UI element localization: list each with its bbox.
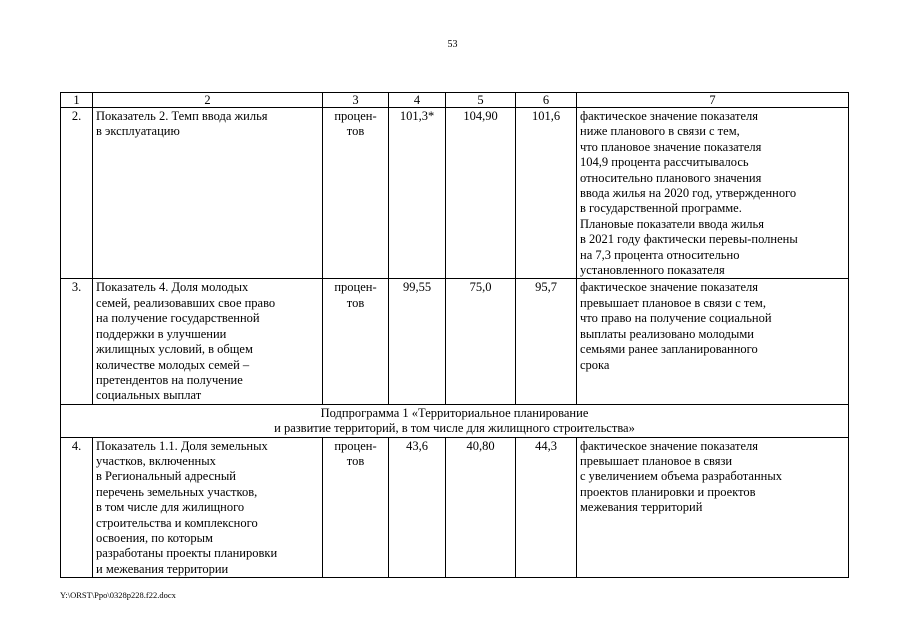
indicator-name bbox=[93, 279, 323, 404]
indicator-name-line: Показатель 2. Темп ввода жилья bbox=[96, 109, 268, 123]
unit-line: процен- bbox=[334, 438, 377, 453]
comment-line: на 7,3 процента относительно bbox=[580, 247, 740, 262]
comment-line: Плановые показатели ввода жилья bbox=[580, 216, 764, 231]
indicator-name-line: в том числе для жилищного bbox=[96, 500, 245, 515]
header-cell-1: 1 bbox=[61, 93, 93, 108]
value-col5: 40,80 bbox=[446, 437, 516, 578]
file-path-footer: Y:\ORST\Ppo\0328p228.f22.docx bbox=[60, 590, 176, 600]
subprogram-row bbox=[61, 404, 849, 437]
unit-line: тов bbox=[346, 453, 365, 468]
indicator-name-line: Показатель 4. Доля молодых bbox=[96, 280, 249, 295]
comment-cell bbox=[577, 108, 849, 279]
value-col6: 44,3 bbox=[516, 437, 577, 578]
indicator-name-line: перечень земельных участков, bbox=[96, 484, 258, 499]
header-cell-4: 4 bbox=[389, 93, 446, 108]
indicator-name-line: и межевания территории bbox=[96, 561, 229, 576]
comment-line: в государственной программе. bbox=[580, 201, 742, 216]
comment-cell bbox=[577, 437, 849, 578]
header-cell-3: 3 bbox=[323, 93, 389, 108]
indicator-name-line: освоения, по которым bbox=[96, 530, 213, 545]
indicator-name-line: в эксплуатацию bbox=[96, 124, 180, 139]
value-col4: 43,6 bbox=[389, 437, 446, 578]
unit-cell bbox=[323, 437, 389, 578]
unit-line: тов bbox=[346, 124, 365, 139]
value-col5: 104,90 bbox=[446, 108, 516, 279]
row-number: 3. bbox=[61, 279, 93, 404]
comment-line: ниже планового в связи с тем, bbox=[580, 124, 740, 139]
comment-line: межевания территорий bbox=[580, 500, 703, 515]
indicator-name bbox=[93, 437, 323, 578]
comment-line: 104,9 процента рассчитывалось bbox=[580, 155, 749, 170]
header-cell-5: 5 bbox=[446, 93, 516, 108]
comment-line: с увеличением объема разработанных bbox=[580, 469, 783, 484]
indicator-name-line: на получение государственной bbox=[96, 311, 260, 326]
comment-cell bbox=[577, 279, 849, 404]
value-col6: 95,7 bbox=[516, 279, 577, 404]
table-row bbox=[61, 437, 849, 578]
indicator-name-line: строительства и комплексного bbox=[96, 515, 258, 530]
comment-line: срока bbox=[580, 357, 610, 372]
comment-line: что плановое значение показателя bbox=[580, 139, 762, 154]
indicator-name-line: разработаны проекты планировки bbox=[96, 546, 278, 561]
indicator-name-line: в Региональный адресный bbox=[96, 469, 236, 484]
value-col6: 101,6 bbox=[516, 108, 577, 279]
indicator-name-line: претендентов на получение bbox=[96, 372, 243, 387]
unit-line: тов bbox=[346, 295, 365, 310]
comment-line: семьями ранее запланированного bbox=[580, 342, 758, 357]
table-header-row bbox=[61, 93, 849, 108]
subprogram-title-line: Подпрограмма 1 «Территориальное планирование bbox=[320, 405, 589, 420]
subprogram-title bbox=[61, 404, 849, 437]
indicators-table bbox=[60, 92, 849, 578]
table-row bbox=[61, 279, 849, 404]
value-col4: 101,3* bbox=[389, 108, 446, 279]
comment-line: выплаты реализовано молодыми bbox=[580, 326, 754, 341]
header-cell-7: 7 bbox=[577, 93, 849, 108]
indicator-name-line: семей, реализовавших свое право bbox=[96, 295, 276, 310]
header-cell-2: 2 bbox=[93, 93, 323, 108]
indicator-name-line: количестве молодых семей – bbox=[96, 357, 250, 372]
comment-line: относительно планового значения bbox=[580, 170, 762, 185]
comment-line: в 2021 году фактически перевы-полнены bbox=[580, 232, 798, 247]
unit-cell bbox=[323, 279, 389, 404]
indicator-name-line: жилищных условий, в общем bbox=[96, 342, 253, 357]
value-col4: 99,55 bbox=[389, 279, 446, 404]
unit-line: процен- bbox=[334, 280, 377, 295]
comment-line: установленного показателя bbox=[580, 263, 725, 278]
indicator-name-line: поддержки в улучшении bbox=[96, 326, 227, 341]
subprogram-title-line: и развитие территорий, в том числе для жилищного строительства» bbox=[274, 421, 635, 436]
page-number: 53 bbox=[447, 39, 458, 50]
row-number: 4. bbox=[61, 437, 93, 578]
indicator-name-line: Показатель 1.1. Доля земельных bbox=[96, 438, 268, 453]
unit-line: процен- bbox=[334, 109, 377, 123]
unit-cell bbox=[323, 108, 389, 279]
comment-line: фактическое значение показателя bbox=[580, 438, 759, 453]
comment-line: фактическое значение показателя bbox=[580, 109, 759, 123]
comment-line: превышает плановое в связи bbox=[580, 453, 733, 468]
table-row bbox=[61, 108, 849, 279]
value-col5: 75,0 bbox=[446, 279, 516, 404]
comment-line: превышает плановое в связи с тем, bbox=[580, 295, 766, 310]
comment-line: проектов планировки и проектов bbox=[580, 484, 756, 499]
comment-line: фактическое значение показателя bbox=[580, 280, 759, 295]
comment-line: что право на получение социальной bbox=[580, 311, 772, 326]
indicator-name-line: социальных выплат bbox=[96, 388, 202, 403]
indicator-name-line: участков, включенных bbox=[96, 453, 216, 468]
comment-line: ввода жилья на 2020 год, утвержденного bbox=[580, 186, 797, 201]
header-cell-6: 6 bbox=[516, 93, 577, 108]
row-number: 2. bbox=[61, 108, 93, 279]
indicator-name bbox=[93, 108, 323, 279]
